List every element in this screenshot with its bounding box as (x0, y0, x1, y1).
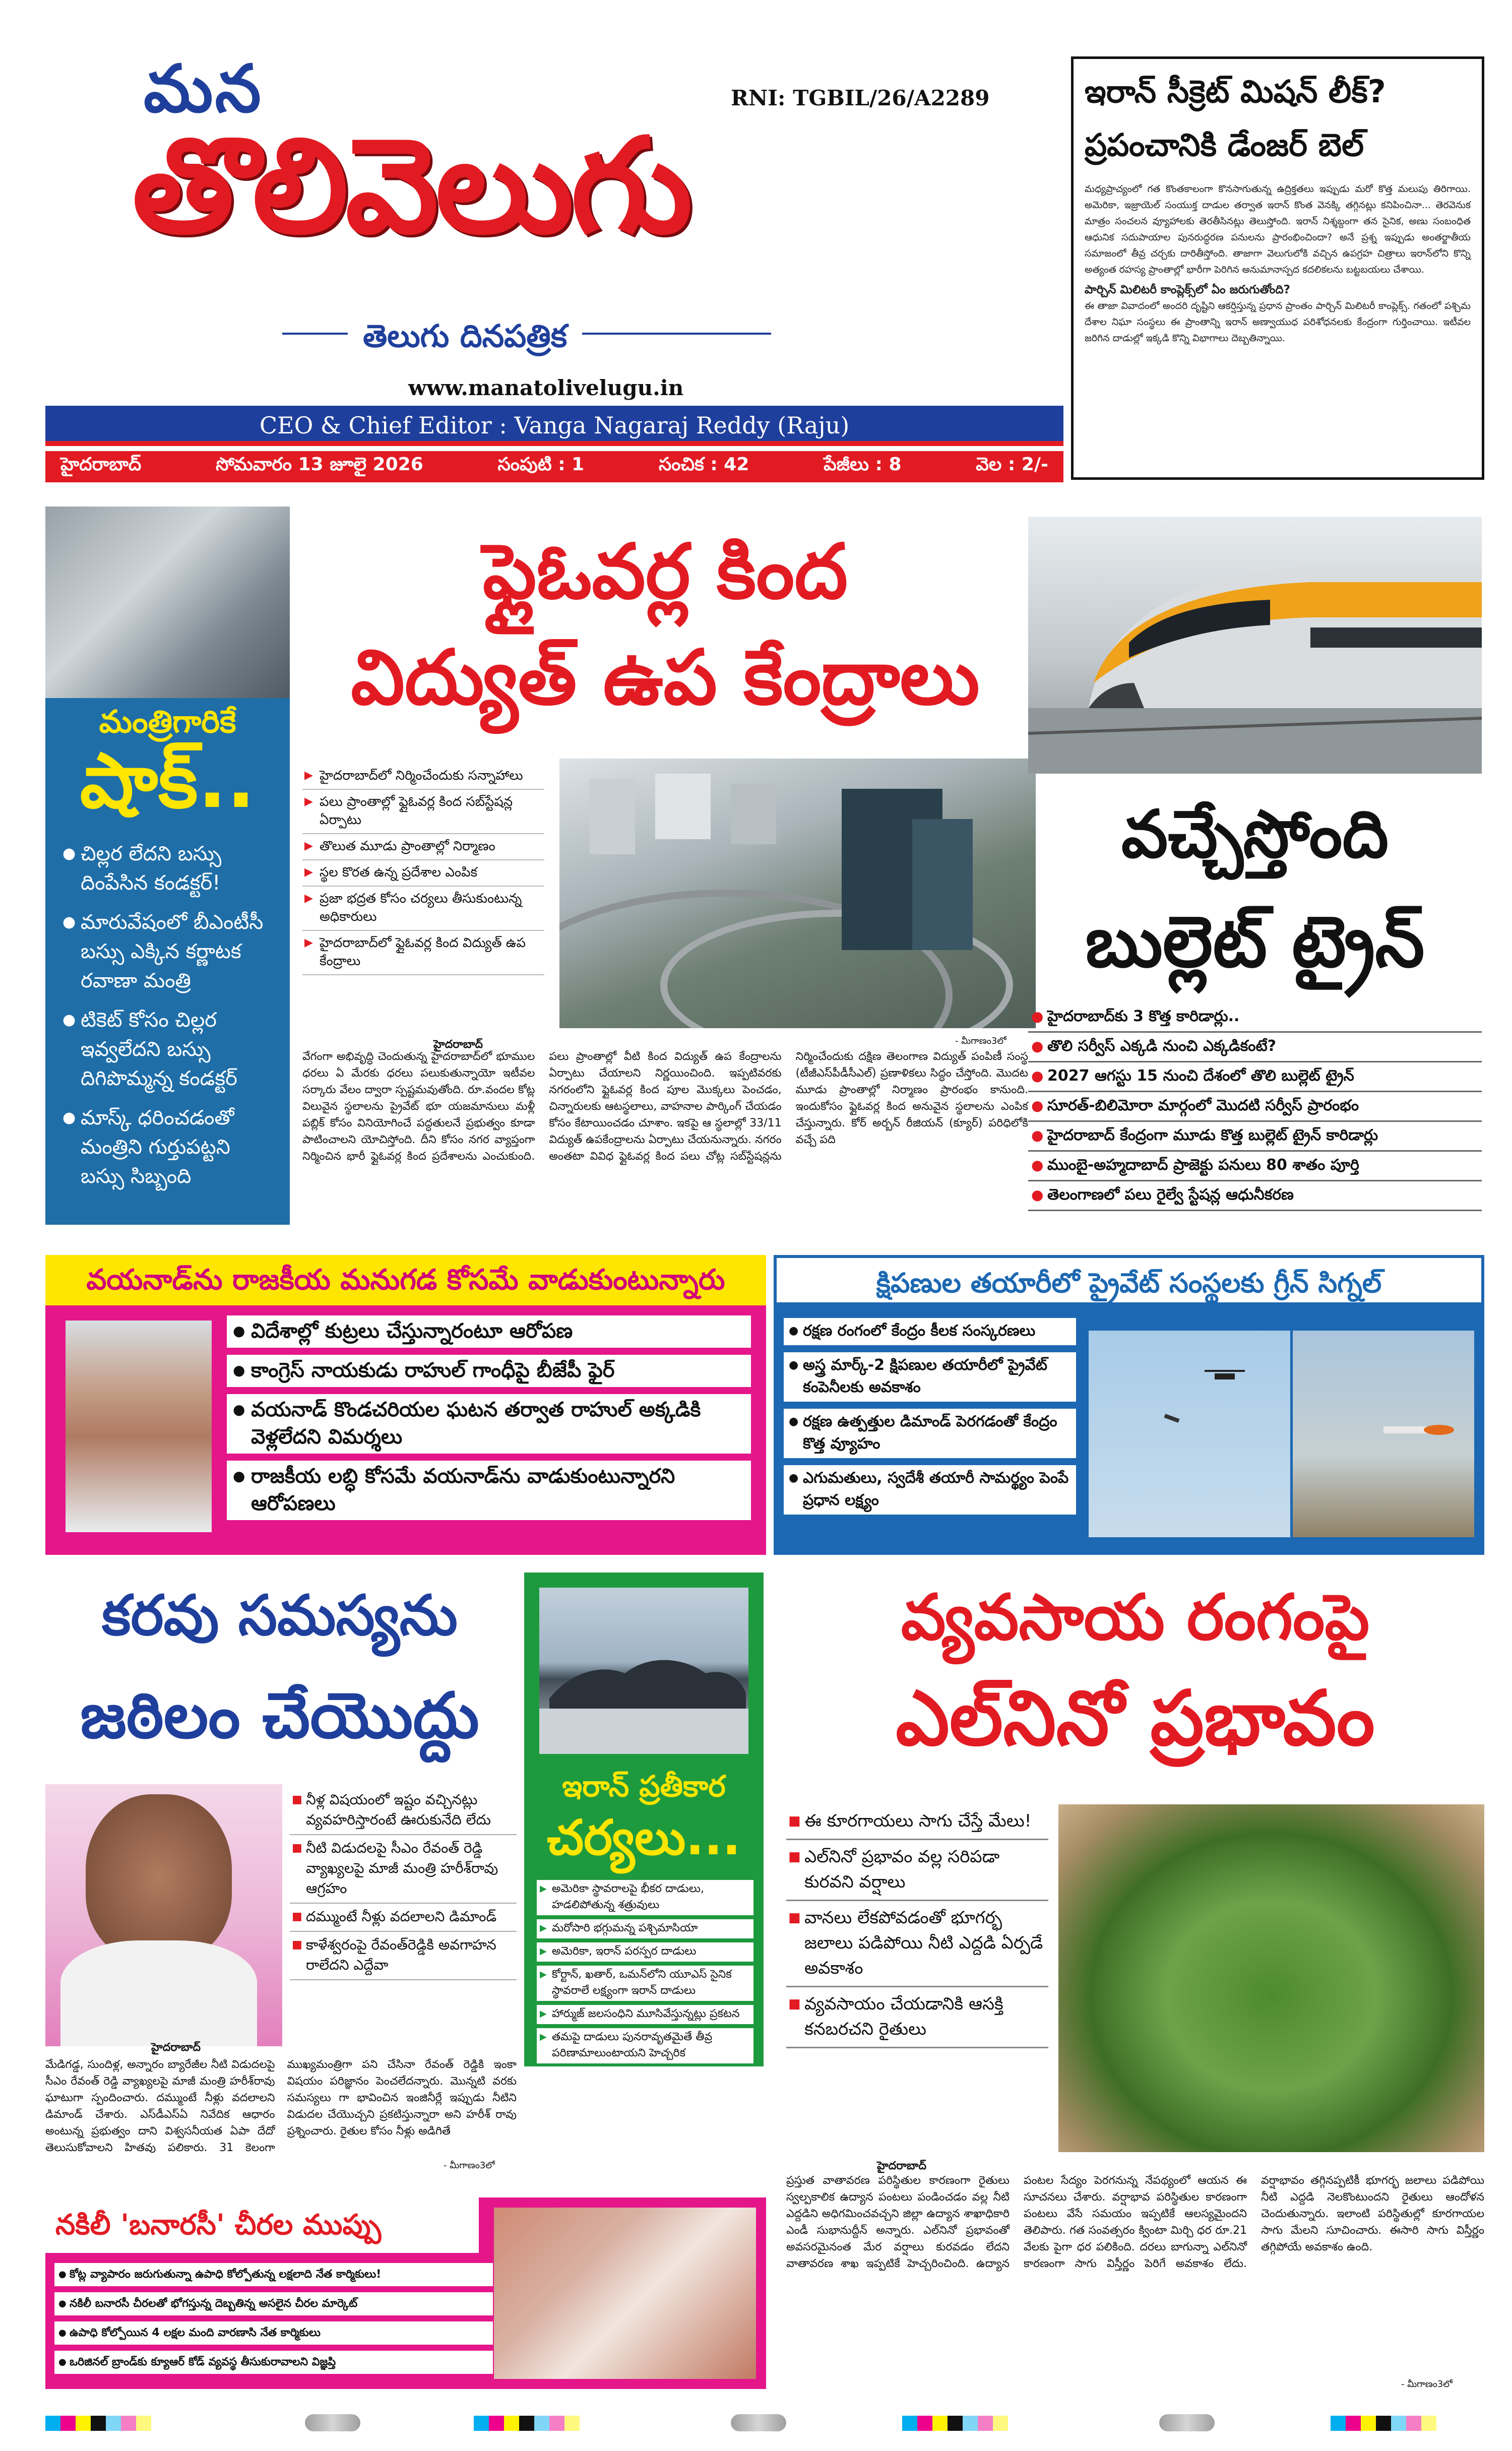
list-item: ● ఉపాధి కోల్పోయిన 4 లక్షల మంది వారణాసి నేత కార్మికులు (54, 2321, 493, 2345)
iran-secret-headline-2: ప్రపంచానికి డేంజర్ బెల్ (1085, 127, 1364, 163)
masthead-subtitle: తెలుగు దినపత్రిక (348, 318, 582, 362)
list-item: ▶ మరోసారి భగ్గుమన్న పశ్చిమాసియా (537, 1919, 753, 1938)
color-registration-bar (902, 2416, 1008, 2431)
list-item: ● అస్త్ర మార్క్-2 క్షిపణుల తయారీలో ప్రైవేట్ కంపెనీలకు అవకాశం (784, 1352, 1076, 1402)
list-item: ● హైదరాబాద్ కేంద్రంగా మూడు కొత్త బుల్లెట్ ట్రైన్ కారిడార్లు (1028, 1122, 1482, 1152)
drought-dateline: హైదరాబాద్ (151, 2041, 201, 2054)
flyover-body: వేగంగా అభివృద్ధి చెందుతున్న హైదరాబాద్‌లో భూముల ధరలు ఏ మేరకు ధరలు పలుకుతున్నాయో ఇటీవల సర్కారు వేలం ద్వారా స్పష్టమవుతోంది. రూ.వందల కోట్ల విలువైన స్థలాలను ప్రైవేట్ భూ యజమానులు మళ్లీ పబ్లిక్ కోసం వినియోగించే పద్ధతులనే ప్రభుత్వం కూడా పాటించాలని యోచిస్తోంది. దీని కోసం నగర వ్యాప్తంగా నిర్మించిన భారీ ఫ్లైఓవర్ల కింద ప్రదేశాలను ఎంచుకుంది. పలు ప్రాంతాల్లో వీటి కింద విద్యుత్ ఉప కేంద్రాలను ఏర్పాటు చేయాలని నిర్ణయించింది. ఇప్పటివరకు నగరంలోని ఫ్లైఓవర్ల కింద పూల మొక్కలు పెంచడం, చిన్నారులకు ఆటస్థలాలు, వాహనాల పార్కింగ్ చేయడం కోసం కేటాయించడం చూశాం. ఇకపై ఆ స్థలాల్లో 33/11 విద్యుత్ ఉపకేంద్రాలను ఏర్పాటు చేయనున్నారు. నగరం అంతటా వివిధ ఫ్లైఓవర్ల కింద పలు చోట్ల సబ్‌స్టేషన్లను నిర్మించేందుకు దక్షిణ తెలంగాణ విద్యుత్ పంపిణీ సంస్థ (టీజీఎస్‌పీడీసీఎల్) ప్రణాళికలు సిద్ధం చేస్తోంది. మొదట మూడు ప్రాంతాల్లో నిర్మాణం ప్రారంభం కానుంది. ఇందుకోసం ఫ్లైఓవర్ల కింద అనువైన స్థలాలను ఎంపిక చేస్తున్నారు. కోర్ అర్బన్ రీజియన్ (క్యూర్) పరిధిలోకి వచ్చే పది (302, 1050, 1028, 1163)
list-item: ■ నీటి విడుదలపై సీఎం రేవంత్ రెడ్డి వ్యాఖ్యలపై మాజీ మంత్రి హరీశ్‌రావు ఆగ్రహం (290, 1835, 517, 1904)
iran-secret-headline-1: ఇరాన్ సీక్రెట్ మిషన్ లీక్? (1085, 73, 1386, 110)
minister-shock-box (45, 507, 290, 1225)
minister-headline: షాక్.. (80, 737, 256, 825)
rni-number: RNI: TGBIL/26/A2289 (731, 86, 990, 110)
list-item: ■ వానలు లేకపోవడంతో భూగర్భ జలాలు పడిపోయి నీటి ఎద్దడి ఏర్పడే అవకాశం (786, 1901, 1048, 1987)
list-item: ■ కాళేశ్వరంపై రేవంత్‌రెడ్డికి అవగాహన రాలేదని ఎద్దేవా (290, 1932, 517, 1980)
info-volume: సంపుటి : 1 (497, 454, 585, 475)
banarasi-bullets (54, 2263, 493, 2380)
minister-bus-photo (45, 507, 290, 698)
iran-retaliation-headline: చర్యలు... (547, 1809, 741, 1866)
list-item: ▶ తొలుత మూడు ప్రాంతాల్లో నిర్మాణం (302, 834, 544, 860)
list-item: ● మాస్క్ ధరించడంతో మంత్రిని గుర్తుపట్టని బస్సు సిబ్బంది (62, 1103, 273, 1191)
vegetables-photo (1058, 1804, 1484, 2152)
list-item: ■ ఈ కూరగాయలు సాగు చేస్తే మేలు! (786, 1804, 1048, 1840)
missile-bullets (784, 1318, 1076, 1522)
banarasi-headline: నకిలీ 'బనారసీ' చీరల ముప్పు (45, 2197, 479, 2253)
color-registration-bar (1331, 2416, 1436, 2431)
flyover-credit: - మీగాణం3లో (955, 1036, 1006, 1046)
iran-secret-body-2: ఈ తాజా వివాదంలో అందరి దృష్టిని ఆకర్షిస్తున్న ప్రధాన ప్రాంతం పార్చిన్ మిలిటరీ కాంప్లెక్స్. గతంలో పశ్చిమ దేశాల నిఘా సంస్థలు ఈ ప్రాంతాన్ని ఇరాన్ అణ్వాయుధ పరిశోధనలకు కేంద్రంగా గుర్తించాయి. ఇటీవల జరిగిన దాడుల్లో ఇక్కడి కొన్ని విభాగాలు దెబ్బతిన్నాయి. (1085, 300, 1471, 344)
color-registration-bar (474, 2416, 580, 2431)
harish-rao-shirt (60, 1940, 257, 2046)
bullet-train-headline-2: బుల్లెట్ ట్రైన్ (1085, 901, 1425, 983)
banarasi-article (45, 2197, 766, 2389)
smoke-photo (539, 1588, 748, 1754)
flyover-bullets (302, 764, 544, 975)
list-item: ▶ హార్ముజ్ జలసంధిని మూసివేస్తున్నట్లు ప్రకటన (537, 2005, 753, 2024)
bullet-train-headline-1: వచ్చేస్తోంది (1121, 796, 1389, 872)
drone-illustration (1089, 1331, 1290, 1537)
elnino-headline-1: వ్యవసాయ రంగంపై (901, 1581, 1370, 1654)
missile-article (774, 1255, 1484, 1555)
list-item: ● ముంబై-అహ్మదాబాద్ ప్రాజెక్టు పనులు 80 శాతం పూర్తి (1028, 1152, 1482, 1181)
list-item: ● ఒరిజినల్ బ్రాండ్‌కు క్యూఆర్ కోడ్ వ్యవస్థ తీసుకురావాలని విజ్ఞప్తి (54, 2351, 493, 2374)
list-item: ● మారువేషంలో బీఎంటీసీ బస్సు ఎక్కిన కర్ణాటక రవాణా మంత్రి (62, 908, 273, 995)
info-pages: పేజీలు : 8 (824, 454, 902, 475)
drought-bullets (290, 1787, 517, 1980)
list-item: ● రాజకీయ లబ్ధి కోసమే వయనాడ్‌ను వాడుకుంటున్నారని ఆరోపణలు (227, 1461, 751, 1520)
elnino-bullets (786, 1804, 1048, 2048)
iran-secret-subhead: పార్చిన్ మిలిటరీ కాంప్లెక్స్‌లో ఏం జరుగుతోంది? (1085, 283, 1290, 296)
website-url[interactable]: www.manatolivelugu.in (408, 375, 684, 400)
registration-pill (1159, 2414, 1215, 2431)
list-item: ● ఎగుమతులు, స్వదేశీ తయారీ సామర్థ్యం పెంపే ప్రధాన లక్ష్యం (784, 1465, 1076, 1515)
info-city: హైదరాబాద్ (60, 454, 142, 475)
bullet-train-illustration (1028, 517, 1482, 774)
drone-photo (1089, 1331, 1290, 1537)
harish-rao-face (86, 1794, 232, 1961)
list-item: ▶ అమెరికా, ఇరాన్ పరస్పర దాడులు (537, 1942, 753, 1962)
list-item: ▶ హైదరాబాద్‌లో నిర్మించేందుకు సన్నాహాలు (302, 764, 544, 790)
list-item: ● తొలి సర్వీస్ ఎక్కడి నుంచి ఎక్కడికంటే? (1028, 1033, 1482, 1062)
list-item: ▶ కోర్టాన్, ఖతార్, ఒమన్‌లోని యూఎస్ సైనిక స్థావరాలే లక్ష్యంగా ఇరాన్ దాడులు (537, 1966, 753, 2001)
info-date: సోమవారం 13 జూలై 2026 (216, 454, 423, 475)
list-item: ● చిల్లర లేదని బస్సు దింపేసిన కండక్టర్! (62, 839, 273, 898)
missile-headline: క్షిపణుల తయారీలో ప్రైవేట్ సంస్థలకు గ్రీన్ సిగ్నల్ (774, 1255, 1484, 1305)
minister-kicker: మంత్రిగారికే (99, 703, 236, 740)
list-item: ▶ ప్రజా భద్రత కోసం చర్యలు తీసుకుంటున్న అధికారులు (302, 887, 544, 931)
wayanad-article (45, 1255, 766, 1555)
list-item: ● తెలంగాణలో పలు రైల్వే స్టేషన్ల ఆధునీకరణ (1028, 1181, 1482, 1211)
iran-retaliation-box (524, 1573, 764, 2066)
wayanad-bullets (227, 1315, 751, 1527)
minister-bullets (45, 839, 290, 1201)
flyover-headline-2: విద్యుత్ ఉప కేంద్రాలు (351, 634, 980, 722)
iran-secret-body: మధ్యప్రాచ్యంలో గత కొంతకాలంగా కొనసాగుతున్న ఉద్రిక్తతలు ఇప్పుడు మరో కొత్త మలుపు తిరిగాయి. అమెరికా, ఇజ్రాయెల్ సంయుక్త దాడుల తర్వాత ఇరాన్ కొంత వెనక్కి తగ్గినట్లు కనిపించినా... తెరవెనుక మాత్రం సంచలన వ్యూహాలకు తెరతీసినట్లు తెలుస్తోంది. ఇరాన్ నిశ్శబ్దంగా తన సైనిక, అణు సంబంధిత ఆధునిక సదుపాయాల పునరుద్ధరణ పనులను ప్రారంభించిందా? అనే ప్రశ్న ఇప్పుడు అంతర్జాతీయ సమాజంలో తీవ్ర చర్చకు దారితీస్తోంది. తాజాగా వెలుగులోకి వచ్చిన ఉపగ్రహ చిత్రాలు ఇరాన్‌లోని కొన్ని అత్యంత రహస్య ప్రాంతాల్లో భారీగా పెరిగిన అనుమానాస్పద కదలికలను బట్టబయలు చేశాయి. (1085, 183, 1471, 275)
rahul-gandhi-photo (66, 1321, 212, 1532)
masthead-mana: మన (144, 50, 263, 127)
list-item: ■ నీళ్ల విషయంలో ఇష్టం వచ్చినట్లు వ్యవహరిస్తారంటే ఊరుకునేది లేదు (290, 1787, 517, 1835)
drought-headline-2: జఠిలం చేయొద్దు (80, 1679, 479, 1752)
color-registration-bar (45, 2416, 151, 2431)
drought-headline-1: కరవు సమస్యను (102, 1583, 458, 1648)
banarasi-saree-photo (494, 2208, 756, 2379)
list-item: ● రక్షణ ఉత్పత్తుల డిమాండ్ పెరగడంతో కేంద్రం కొత్త వ్యూహం (784, 1409, 1076, 1458)
list-item: ▶ అమెరికా స్థావరాలపై భీకర దాడులు, హడలిపోతున్న శత్రువులు (537, 1880, 753, 1915)
issue-info-bar (45, 451, 1063, 482)
missile-illustration (1293, 1331, 1474, 1537)
list-item: ■ వ్యవసాయం చేయడానికి ఆసక్తి కనబరచని రైతులు (786, 1987, 1048, 2048)
wayanad-headline: వయనాడ్‌ను రాజకీయ మనుగడ కోసమే వాడుకుంటున్నారు (45, 1255, 766, 1305)
editor-bar: CEO & Chief Editor : Vanga Nagaraj Reddy (Raju) (45, 406, 1063, 446)
elnino-credit: - మీగాణం3లో (1401, 2379, 1453, 2390)
list-item: ■ ఎల్‌నినో ప్రభావం వల్ల సరిపడా కురవని వర్షాలు (786, 1840, 1048, 1901)
flyover-dateline: హైదరాబాద్ (433, 1038, 483, 1051)
list-item: ● విదేశాల్లో కుట్రలు చేస్తున్నారంటూ ఆరోపణ (227, 1315, 751, 1348)
flyover-aerial-photo (559, 759, 1036, 1028)
list-item: ● హైదరాబాద్‌కు 3 కొత్త కారిడార్లు.. (1028, 1003, 1482, 1033)
list-item: ● వయనాడ్ కొండచరియల ఘటన తర్వాత రాహుల్ అక్కడికి వెళ్లలేదని విమర్శలు (227, 1394, 751, 1454)
info-price: వెల : 2/- (976, 454, 1048, 475)
info-issue: సంచిక : 42 (658, 454, 749, 475)
iran-secret-article (1071, 56, 1484, 480)
list-item: ▶ పలు ప్రాంతాల్లో ఫ్లైఓవర్ల కింద సబ్‌స్టేషన్ల ఏర్పాటు (302, 790, 544, 834)
registration-pill (305, 2414, 360, 2431)
smoke-illustration (539, 1588, 748, 1754)
list-item: ● రక్షణ రంగంలో కేంద్రం కీలక సంస్కరణలు (784, 1318, 1076, 1345)
iran-retaliation-kicker: ఇరాన్ ప్రతీకార (562, 1769, 726, 1803)
list-item: ▶ హైదరాబాద్‌లో ఫ్లైఓవర్ల కింద విద్యుత్ ఉప కేంద్రాలు (302, 931, 544, 975)
list-item: ● కోట్ల వ్యాపారం జరుగుతున్నా ఉపాధి కోల్పోతున్న లక్షలాది నేత కార్మికులు! (54, 2263, 493, 2286)
list-item: ● టికెట్ కోసం చిల్లర ఇవ్వలేదని బస్సు దిగిపొమ్మన్న కండక్టర్ (62, 1005, 273, 1093)
missile-launch-photo (1293, 1331, 1474, 1537)
list-item: ● 2027 ఆగస్టు 15 నుంచి దేశంలో తొలి బుల్లెట్ ట్రైన్ (1028, 1062, 1482, 1092)
bullet-train-bullets (1028, 1003, 1482, 1211)
list-item: ▶ స్థల కొరత ఉన్న ప్రదేశాల ఎంపిక (302, 860, 544, 887)
drought-body: మేడిగడ్డ, సుందిళ్ల, అన్నారం బ్యారేజీల నీటి విడుదలపై సీఎం రేవంత్ రెడ్డి వ్యాఖ్యలపై మాజీ మంత్రి హరీశ్‌రావు ఘాటుగా స్పందించారు. దమ్ముంటే నీళ్లు వదలాలని డిమాండ్ చేశారు. ఎస్‌డీఎస్‌ఏ నివేదిక ఆధారం అంటున్న ప్రభుత్వం దాని విశ్వసనీయత ఏపా దేదో తెలుసుకోవాలని హితవు పలికారు. 31 కెలంగా ముఖ్యమంత్రిగా పని చేసినా రేవంత్ రెడ్డికి ఇంకా విషయం పరిజ్ఞానం పెంచలేదన్నారు. మొన్నటి వరకు సమస్యలు గా భావించిన ఇంజినీర్లే ఇప్పుడు నీటిని విడుదల చేయొచ్చని ప్రకటిస్తున్నారా అని హరీశ్ రావు ప్రశ్నించారు. రైతుల కోసం నీళ్లు అడిగితే (45, 2058, 517, 2154)
flyover-headline-1: ఫ్లైఓవర్ల కింద (482, 528, 848, 616)
list-item: ● సూరత్-బిలిమోరా మార్గంలో మొదటి సర్వీస్ ప్రారంభం (1028, 1092, 1482, 1122)
elnino-headline-2: ఎల్‌నినో ప్రభావం (896, 1675, 1375, 1763)
bullet-train-photo (1028, 517, 1482, 774)
iran-retaliation-bullets (537, 1880, 753, 2067)
elnino-body: ప్రస్తుత వాతావరణ పరిస్థితుల కారణంగా రైతులు స్వల్పకాలిక ఉద్యాన పంటలు పండించడం వల్ల నీటి ఎద్దడిని అధిగమించవచ్చని జిల్లా ఉద్యాన శాఖాధికారి ఎండీ సుభానుద్దీన్ అన్నారు. ఎల్‌నినో ప్రభావంతో అవసరమైనంత మేర వర్షాలు కురవడం లేదని వాతావరణ శాఖ ఇప్పటికే హెచ్చరించింది. ఉద్యాన పంటల సేద్యం పెరగనున్న నేపథ్యంలో ఆయన ఈ సూచనలు చేశారు. వర్షాభావ పరిస్థితుల కారణంగా పంటలు వేసే సమయం ఇప్పటికే ఆలస్యమైందని తెలిపారు. గత సంవత్సరం క్వింటా మిర్చి ధర రూ.21 వేలకు పైగా ధర పలికింది. దరలు బాగున్నా ఎల్‌నినో కారణంగా సాగు విస్తీర్ణం పెరిగే అవకాశం లేదు. వర్షాభావం తగ్గినప్పటికీ భూగర్భ జలాలు పడిపోయి నీటి ఎద్దడి నెలకొంటుందని రైతులు ఆందోళన చెందుతున్నారు. ఇలాంటి పరిస్థితుల్లో కూరగాయల సాగు మేలని సూచించారు. ఈసారి సాగు విస్తీర్ణం తగ్గిపోయే అవకాశం ఉంది. (786, 2174, 1484, 2270)
list-item: ▶ తమపై దాడులు పునరావృతమైతే తీవ్ర పరిణామాలుంటాయని హెచ్చరిక (537, 2028, 753, 2063)
elnino-dateline: హైదరాబాద్ (877, 2160, 926, 2172)
registration-pill (731, 2414, 786, 2431)
masthead-logo-title: తొలివెలుగు (132, 110, 689, 263)
list-item: ■ దమ్ముంటే నీళ్లు వదలాలని డిమాండ్ (290, 1904, 517, 1932)
drought-credit: - మీగాణం3లో (444, 2160, 495, 2171)
list-item: ● కాంగ్రెస్ నాయకుడు రాహుల్ గాంధీపై బీజేపీ ఫైర్ (227, 1355, 751, 1387)
list-item: ● నకిలీ బనారసీ చీరలతో భోగస్తున్న దెబ్బతిన్న అసలైన చీరల మార్కెట్ (54, 2292, 493, 2315)
